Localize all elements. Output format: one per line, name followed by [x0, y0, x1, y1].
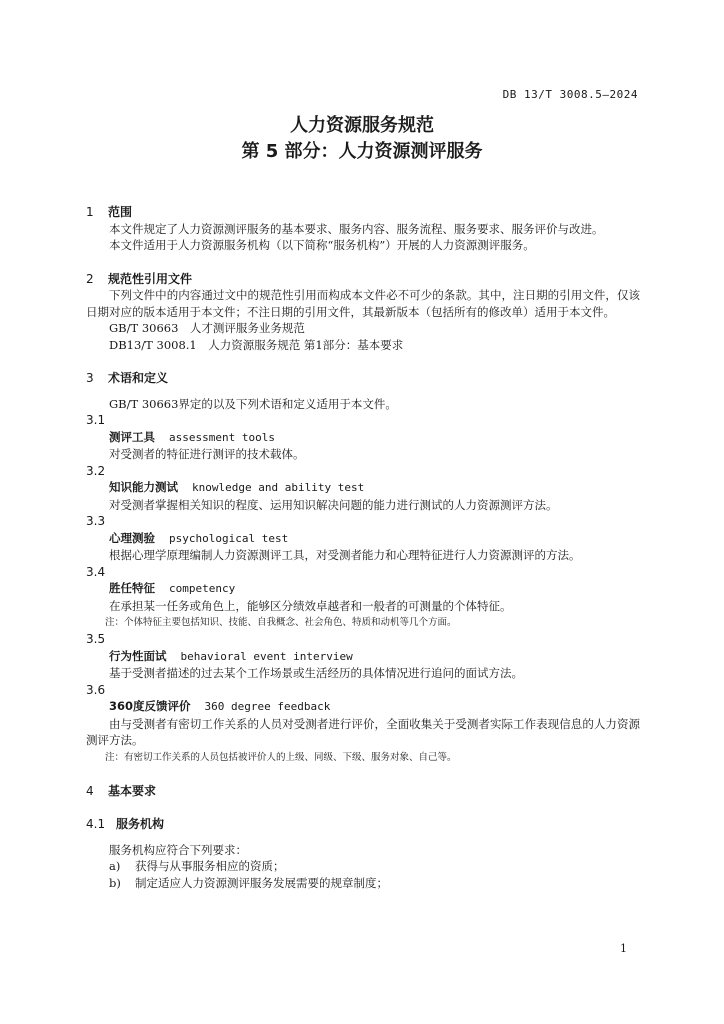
requirements-intro: 服务机构应符合下列要求：: [109, 842, 247, 857]
list-marker: b): [109, 875, 121, 890]
document-body: [86, 204, 640, 891]
term-name-zh: 胜任特征: [109, 581, 155, 595]
list-item: [86, 858, 640, 875]
paragraph: 下列文件中的内容通过文中的规范性引用而构成本文件必不可少的条款。其中，注日期的引用文件，仅该日期对应的版本适用于本文件；不注日期的引用文件，其最新版本（包括所有的修改单）适用于本文件。: [86, 288, 640, 319]
term-entry: [86, 564, 640, 632]
section-3-heading: [86, 370, 640, 387]
term-note: 注：有密切工作关系的人员包括被评价人的上级、同级、下级、服务对象、自己等。: [105, 751, 457, 763]
term-number: 3.3: [86, 514, 106, 528]
title-line-1: 人力资源服务规范: [290, 115, 434, 136]
term-name-zh: 测评工具: [109, 429, 155, 444]
term-note: 注：个体特征主要包括知识、技能、自我概念、社会角色、特质和动机等几个方面。: [105, 617, 457, 628]
title-line-2: 第 5 部分：人力资源测评服务: [241, 141, 483, 162]
standard-code: DB 13/T 3008.5—2024: [502, 88, 638, 101]
term-number: 3.4: [86, 564, 106, 579]
list-item-text: 获得与从事服务相应的资质；: [135, 859, 285, 873]
term-definition: 对受测者的特征进行测评的技术载体。: [109, 447, 305, 461]
term-definition: 在承担某一任务或角色上，能够区分绩效卓越者和一般者的可测量的个体特征。: [109, 598, 512, 613]
term-name: [86, 530, 640, 548]
terms-intro: GB/T 30663界定的以及下列术语和定义适用于本文件。: [109, 396, 397, 411]
section-number: 2: [86, 271, 94, 286]
section-1-heading: [86, 204, 640, 221]
term-definition: 基于受测者描述的过去某个工作场景或生活经历的具体情况进行追问的面试方法。: [109, 666, 523, 680]
paragraph: 本文件适用于人力资源服务机构（以下简称“服务机构”）开展的人力资源测评服务。: [109, 238, 535, 252]
section-2-heading: [86, 271, 640, 288]
term-name-en: 360 degree feedback: [204, 700, 331, 713]
section-number: 4: [86, 783, 94, 798]
term-name-zh: 行为性面试: [109, 648, 167, 663]
term-definition: 根据心理学原理编制人力资源测评工具，对受测者能力和心理特征进行人力资源测评的方法。: [109, 548, 581, 562]
term-name: [86, 580, 640, 598]
term-name-en: knowledge and ability test: [192, 481, 365, 494]
term-entry: [86, 412, 640, 463]
section-title: 范围: [108, 205, 133, 219]
document-title: [0, 113, 724, 165]
term-name-zh: 心理测验: [109, 530, 155, 545]
subsection-4-1-heading: [86, 816, 640, 833]
page-number: 1: [620, 942, 627, 955]
section-number: 3: [86, 371, 94, 385]
section-title: 规范性引用文件: [108, 271, 193, 286]
section-number: 1: [86, 205, 94, 219]
term-definition: 对受测者掌握相关知识的程度、运用知识解决问题的能力进行测试的人力资源测评方法。: [109, 497, 558, 512]
term-name-en: assessment tools: [169, 430, 275, 444]
term-name-en: psychological test: [169, 531, 289, 545]
term-name: [86, 479, 640, 497]
list-item-text: 制定适应人力资源测评服务发展需要的规章制度；: [135, 875, 388, 890]
term-name: [86, 648, 640, 666]
normative-reference: DB13/T 3008.1 人力资源服务规范 第1部分：基本要求: [109, 337, 404, 352]
term-name: [86, 698, 640, 716]
paragraph: 本文件规定了人力资源测评服务的基本要求、服务内容、服务流程、服务要求、服务评价与改进。: [109, 221, 604, 236]
list-marker: a): [109, 859, 121, 873]
term-entry: [86, 463, 640, 514]
section-title: 基本要求: [108, 783, 157, 798]
term-entry: [86, 682, 640, 766]
term-number: 3.2: [86, 463, 106, 478]
subsection-number: 4.1: [86, 817, 106, 831]
term-name-en: behavioral event interview: [180, 649, 353, 663]
term-entry: [86, 513, 640, 564]
term-definition: 由与受测者有密切工作关系的人员对受测者进行评价，全面收集关于受测者实际工作表现信息的人力资源测评方法。: [86, 716, 640, 747]
section-4-heading: [86, 783, 640, 800]
list-item: [86, 875, 640, 892]
term-number: 3.6: [86, 682, 106, 697]
subsection-title: 服务机构: [116, 817, 165, 831]
term-number: 3.1: [86, 413, 106, 427]
section-title: 术语和定义: [108, 371, 169, 385]
term-entry: [86, 631, 640, 682]
term-name: [86, 429, 640, 447]
normative-reference: GB/T 30663 人才测评服务业务规范: [109, 321, 305, 335]
term-name-zh: 360度反馈评价: [109, 699, 191, 713]
term-number: 3.5: [86, 632, 106, 646]
term-name-en: competency: [169, 582, 236, 595]
term-name-zh: 知识能力测试: [109, 480, 178, 494]
